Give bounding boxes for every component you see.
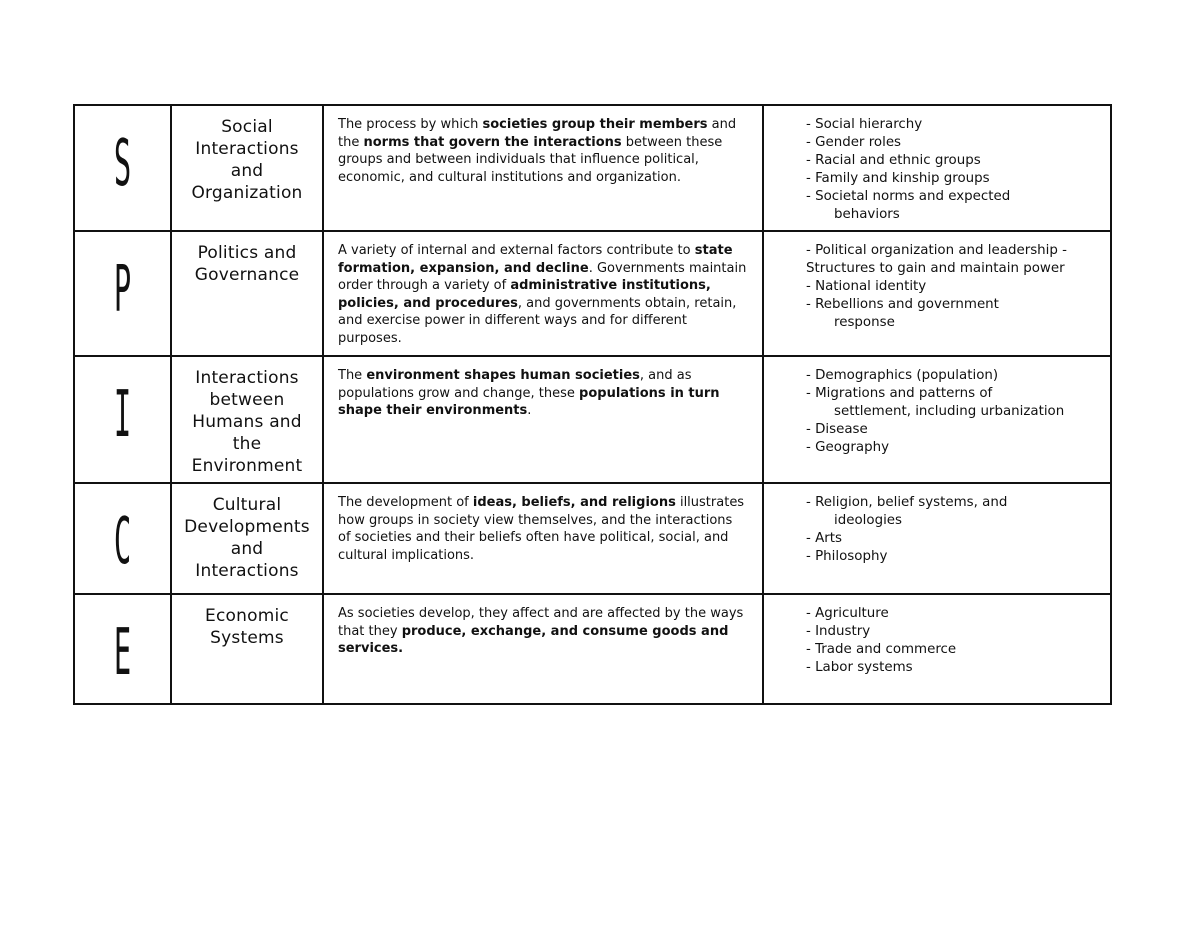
- table-row-social: [74, 105, 1111, 231]
- list-item-text: - Societal norms and expected: [806, 189, 1011, 204]
- theme-cell: [171, 231, 323, 356]
- list-item-text: - Demographics (population): [806, 368, 999, 383]
- letter-cell: [74, 483, 171, 594]
- description-text: between these groups and between individuals that influence political, economic, and cultural institutions and organization.: [338, 134, 723, 185]
- description-text: , and as populations grow and change, these: [338, 368, 692, 401]
- letter-cell: [74, 231, 171, 356]
- theme-description: [324, 484, 762, 564]
- list-item-text: - Labor systems: [806, 660, 913, 675]
- letter-cell: [74, 105, 171, 231]
- description-emphasis: norms that govern the interactions: [363, 134, 622, 150]
- description-text: and the: [338, 117, 737, 150]
- list-item-continuation: response: [834, 315, 895, 330]
- description-emphasis: administrative institutions, policies, and procedures: [338, 278, 711, 311]
- list-item: [806, 116, 1098, 134]
- list-item-text: - Rebellions and government: [806, 297, 999, 312]
- table-row-interactions: [74, 356, 1111, 483]
- description-text: .: [527, 403, 532, 419]
- list-item-text: - Racial and ethnic groups: [806, 153, 981, 168]
- theme-letter: C: [113, 505, 132, 579]
- theme-letter: P: [113, 253, 132, 327]
- description-text: The process by which: [338, 117, 483, 132]
- examples-cell: [763, 594, 1111, 704]
- theme-title: Politics and Governance: [194, 243, 300, 285]
- theme-title: Social Interactions and Organization: [191, 117, 303, 203]
- list-item-text: - Geography: [806, 440, 890, 455]
- list-item: [806, 296, 1098, 332]
- letter-cell: [74, 356, 171, 483]
- list-item: [806, 494, 1098, 530]
- table-row-economic: [74, 594, 1111, 704]
- theme-title: Interactions between Humans and the Environment: [191, 368, 303, 476]
- description-cell: [323, 483, 763, 594]
- examples-list: [764, 595, 1110, 677]
- theme-description: [324, 357, 762, 420]
- theme-letter: S: [113, 127, 132, 201]
- description-text: The: [338, 368, 367, 383]
- description-emphasis: environment shapes human societies: [366, 368, 640, 383]
- table-row-politics: [74, 231, 1111, 356]
- list-item: [806, 421, 1098, 439]
- theme-cell: [171, 356, 323, 483]
- list-item: [806, 242, 1098, 278]
- description-text: , and governments obtain, retain, and exercise power in different ways and for different purposes.: [338, 295, 737, 346]
- spice-table: [73, 104, 1112, 705]
- list-item-text: - Industry: [806, 624, 871, 639]
- list-item-text: - Philosophy: [806, 549, 888, 564]
- description-cell: [323, 231, 763, 356]
- theme-title: Cultural Developments and Interactions: [184, 495, 310, 581]
- theme-cell: [171, 483, 323, 594]
- description-cell: [323, 594, 763, 704]
- list-item: [806, 623, 1098, 641]
- list-item-text: - Disease: [806, 422, 868, 437]
- list-item-text: - Arts: [806, 531, 842, 546]
- theme-title: Economic Systems: [205, 606, 289, 648]
- list-item-text: - Social hierarchy: [806, 117, 923, 132]
- theme-cell: [171, 105, 323, 231]
- description-emphasis: state formation, expansion, and decline: [338, 243, 733, 276]
- list-item: [806, 439, 1098, 457]
- description-emphasis: produce, exchange, and consume goods and services.: [338, 623, 729, 657]
- description-emphasis: ideas, beliefs, and religions: [472, 495, 676, 510]
- list-item: [806, 530, 1098, 548]
- examples-cell: [763, 231, 1111, 356]
- list-item: [806, 548, 1098, 566]
- theme-description: [324, 232, 762, 348]
- list-item: [806, 367, 1098, 385]
- letter-cell: [74, 594, 171, 704]
- list-item-text: - Gender roles: [806, 135, 902, 150]
- list-item: [806, 134, 1098, 152]
- theme-description: [324, 106, 762, 186]
- examples-list: [764, 106, 1110, 224]
- description-text: . Governments maintain order through a variety of: [338, 260, 747, 294]
- list-item-text: - Trade and commerce: [806, 642, 957, 657]
- theme-letter: I: [113, 378, 132, 452]
- list-item: [806, 385, 1098, 421]
- list-item: [806, 152, 1098, 170]
- examples-cell: [763, 105, 1111, 231]
- list-item-continuation: settlement, including urbanization: [834, 404, 1065, 419]
- list-item: [806, 641, 1098, 659]
- examples-list: [764, 484, 1110, 566]
- list-item-text: - Family and kinship groups: [806, 171, 990, 186]
- list-item-text: - Religion, belief systems, and: [806, 495, 1008, 510]
- list-item: [806, 170, 1098, 188]
- table-row-cultural: [74, 483, 1111, 594]
- list-item: [806, 659, 1098, 677]
- list-item: [806, 278, 1098, 296]
- examples-list: [764, 232, 1110, 332]
- examples-list: [764, 357, 1110, 457]
- description-cell: [323, 105, 763, 231]
- theme-description: [324, 595, 762, 658]
- description-text: illustrates how groups in society view themselves, and the interactions of societies and their beliefs often have political, social, and cultural implications.: [338, 495, 745, 563]
- examples-cell: [763, 483, 1111, 594]
- theme-letter: E: [113, 616, 132, 690]
- description-emphasis: populations in turn shape their environments: [338, 385, 720, 419]
- list-item-text: - National identity: [806, 279, 927, 294]
- list-item: [806, 188, 1098, 224]
- description-text: The development of: [338, 495, 473, 510]
- description-cell: [323, 356, 763, 483]
- list-item-continuation: behaviors: [834, 207, 900, 222]
- list-item-text: - Political organization and leadership - Structures to gain and maintain power: [806, 243, 1067, 276]
- description-text: A variety of internal and external factors contribute to: [338, 243, 695, 258]
- list-item: [806, 605, 1098, 623]
- description-text: As societies develop, they affect and are affected by the ways that they: [338, 606, 744, 639]
- list-item-text: - Migrations and patterns of: [806, 386, 993, 401]
- list-item-text: - Agriculture: [806, 606, 889, 621]
- list-item-continuation: ideologies: [834, 513, 902, 528]
- theme-cell: [171, 594, 323, 704]
- description-emphasis: societies group their members: [482, 117, 708, 132]
- examples-cell: [763, 356, 1111, 483]
